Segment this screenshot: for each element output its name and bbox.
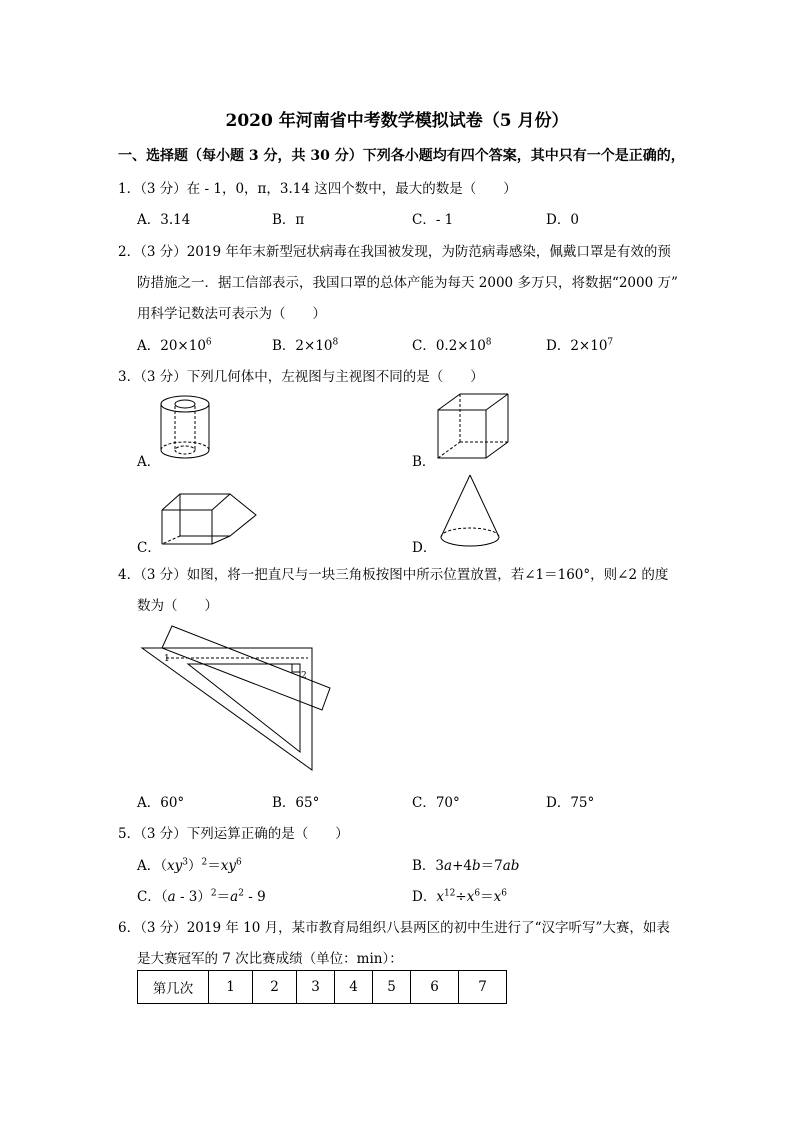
table-cell: 7 bbox=[459, 971, 507, 1004]
question-3-stem: 3．（3 分）下列几何体中，左视图与主视图不同的是（ ） bbox=[118, 369, 484, 385]
q1-option-c[interactable]: C．- 1 bbox=[412, 212, 454, 228]
table-cell: 4 bbox=[335, 971, 373, 1004]
q4-option-d[interactable]: D．75° bbox=[546, 795, 595, 811]
q2-option-c[interactable] bbox=[412, 334, 492, 354]
q2-c-exponent: 8 bbox=[485, 337, 492, 348]
question-2-line-2: 防措施之一．据工信部表示，我国口罩的总体产能为每天 2000 多万只，将数据“2000 万” bbox=[137, 275, 678, 291]
table-cell: 第几次 bbox=[138, 971, 209, 1004]
score-table bbox=[137, 970, 507, 1004]
q4-option-a[interactable]: A．60° bbox=[137, 795, 185, 811]
q2-option-d[interactable] bbox=[546, 334, 613, 354]
question-4-line-2: 数为（ ） bbox=[137, 598, 218, 614]
table-cell: 2 bbox=[253, 971, 297, 1004]
cylinder-figure bbox=[158, 394, 218, 464]
exam-title: 2020 年河南省中考数学模拟试卷（5 月份） bbox=[225, 111, 569, 131]
q1-option-b[interactable]: B．π bbox=[272, 212, 305, 228]
q2-option-b[interactable] bbox=[272, 334, 338, 354]
q3-option-a[interactable]: A． bbox=[137, 454, 161, 470]
angle-2-label: 2 bbox=[301, 671, 307, 681]
q5-option-d[interactable]: D．$x^{12}\div x^6=x^6$ bbox=[412, 888, 507, 905]
table-cell: 6 bbox=[411, 971, 459, 1004]
question-2-line-1: 2．（3 分）2019 年年末新型冠状病毒在我国被发现，为防范病毒感染，佩戴口罩是有效的预 bbox=[118, 244, 671, 260]
angle-1-label: 1 bbox=[164, 654, 170, 664]
q1-option-d[interactable]: D．0 bbox=[546, 212, 579, 228]
q3-option-b[interactable]: B． bbox=[412, 454, 436, 470]
table-cell: 5 bbox=[373, 971, 411, 1004]
q5-option-b[interactable]: B．3a+4b＝7ab bbox=[412, 858, 520, 874]
q4-option-b[interactable]: B．65° bbox=[272, 795, 320, 811]
question-6-line-2: 是大赛冠军的 7 次比赛成绩（单位：min）： bbox=[137, 951, 403, 967]
cone-figure bbox=[438, 473, 502, 551]
q2-a-base: A．20×10 bbox=[137, 338, 206, 354]
hexagonal-prism-figure bbox=[158, 490, 258, 548]
q2-c-base: C．0.2×10 bbox=[412, 338, 486, 354]
q2-d-exponent: 7 bbox=[607, 337, 614, 348]
ruler-triangle-figure bbox=[140, 624, 340, 774]
q2-b-base: B．2×10 bbox=[272, 338, 333, 354]
q2-d-base: D．2×10 bbox=[546, 338, 608, 354]
question-4-line-1: 4．（3 分）如图，将一把直尺与一块三角板按图中所示位置放置，若∠1＝160°，则∠2 的度 bbox=[118, 567, 669, 583]
question-1-stem: 1．（3 分）在 - 1，0，π，3.14 这四个数中，最大的数是（ ） bbox=[118, 181, 517, 197]
q2-b-exponent: 8 bbox=[332, 337, 339, 348]
cube-figure bbox=[436, 392, 516, 464]
q1-option-a[interactable]: A．3.14 bbox=[137, 212, 191, 228]
table-row bbox=[138, 971, 507, 1004]
q2-option-a[interactable] bbox=[137, 334, 212, 354]
table-cell: 1 bbox=[209, 971, 253, 1004]
section-heading: 一、选择题（每小题 3 分，共 30 分）下列各小题均有四个答案，其中只有一个是正确的， bbox=[118, 148, 685, 164]
q3-option-d[interactable]: D． bbox=[412, 540, 437, 556]
question-2-line-3: 用科学记数法可表示为（ ） bbox=[137, 306, 326, 322]
q4-option-c[interactable]: C．70° bbox=[412, 795, 460, 811]
table-cell: 3 bbox=[297, 971, 335, 1004]
q3-option-c[interactable]: C． bbox=[137, 540, 161, 556]
question-5-stem: 5．（3 分）下列运算正确的是（ ） bbox=[118, 826, 349, 842]
question-6-line-1: 6．（3 分）2019 年 10 月，某市教育局组织八县两区的初中生进行了“汉字听写”大赛，如表 bbox=[118, 920, 670, 936]
q5-option-c[interactable]: C．$(a - 3)^2=a^2 - 9$ bbox=[137, 888, 266, 905]
q2-a-exponent: 6 bbox=[205, 337, 212, 348]
q5-option-a[interactable]: A．$(xy^3)^2=xy^6$ bbox=[137, 857, 242, 874]
